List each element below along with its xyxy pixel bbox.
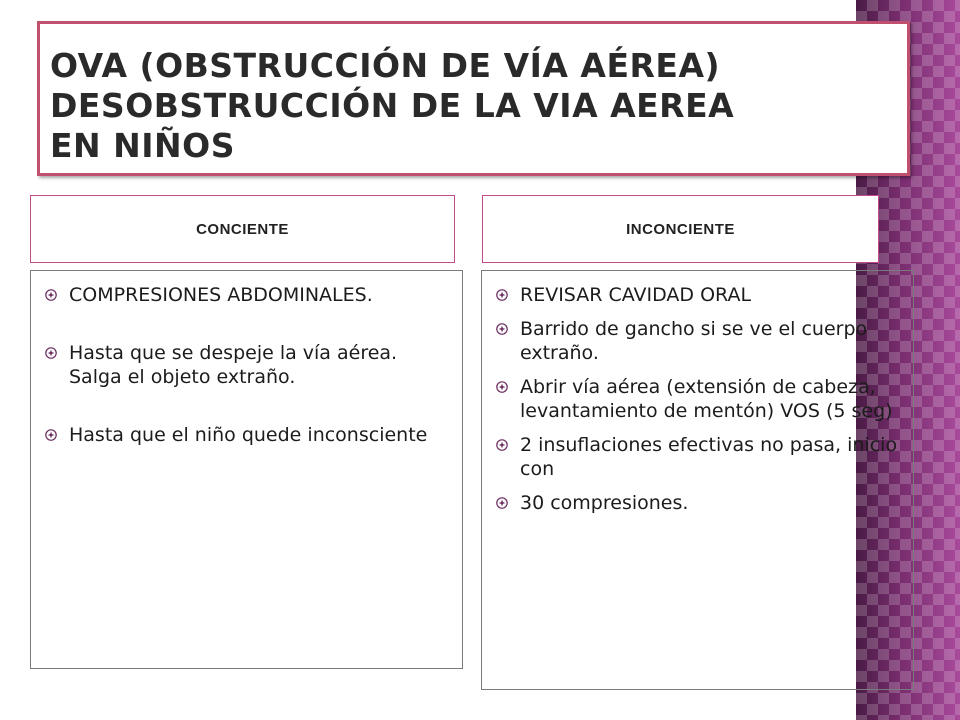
list-item-text: COMPRESIONES ABDOMINALES. <box>69 284 373 306</box>
list-item <box>494 433 899 481</box>
circled-star-bullet-icon <box>496 289 508 301</box>
list-item-text: Hasta que se despeje la vía aérea. Salga el objeto extraño. <box>69 342 398 388</box>
circled-star-bullet-icon <box>45 429 57 441</box>
list-item-text: 2 insuflaciones efectivas no pasa, inicio con <box>520 434 898 480</box>
circled-star-bullet-icon <box>45 289 57 301</box>
list-item <box>494 283 899 307</box>
column-header-conciente: CONCIENTE <box>30 195 455 263</box>
content-box-conciente <box>30 270 463 669</box>
list-item <box>43 423 448 447</box>
slide-title <box>37 21 910 176</box>
list-item <box>43 341 448 389</box>
circled-star-bullet-icon <box>496 381 508 393</box>
circled-star-bullet-icon <box>496 323 508 335</box>
content-box-inconciente <box>481 270 914 690</box>
list-item-text: 30 compresiones. <box>520 492 689 514</box>
list-item-text: Hasta que el niño quede inconsciente <box>69 424 428 446</box>
bullet-list-inconciente <box>494 283 899 515</box>
bullet-list-conciente <box>43 283 448 447</box>
title-line-3: EN NIÑOS <box>50 126 235 165</box>
list-item <box>494 491 899 515</box>
list-item <box>494 317 899 365</box>
list-item <box>494 375 899 423</box>
list-item-text: Abrir vía aérea (extensión de cabeza, levantamiento de mentón) VOS (5 seg) <box>520 376 893 422</box>
title-line-2: DESOBSTRUCCIÓN DE LA VIA AEREA <box>50 86 735 125</box>
list-item-text: REVISAR CAVIDAD ORAL <box>520 284 752 306</box>
column-header-inconciente: INCONCIENTE <box>482 195 879 263</box>
circled-star-bullet-icon <box>496 439 508 451</box>
circled-star-bullet-icon <box>496 497 508 509</box>
title-line-1: OVA (OBSTRUCCIÓN DE VÍA AÉREA) <box>50 46 721 85</box>
circled-star-bullet-icon <box>45 347 57 359</box>
list-item <box>43 283 448 307</box>
list-item-text: Barrido de gancho si se ve el cuerpo extraño. <box>520 318 868 364</box>
